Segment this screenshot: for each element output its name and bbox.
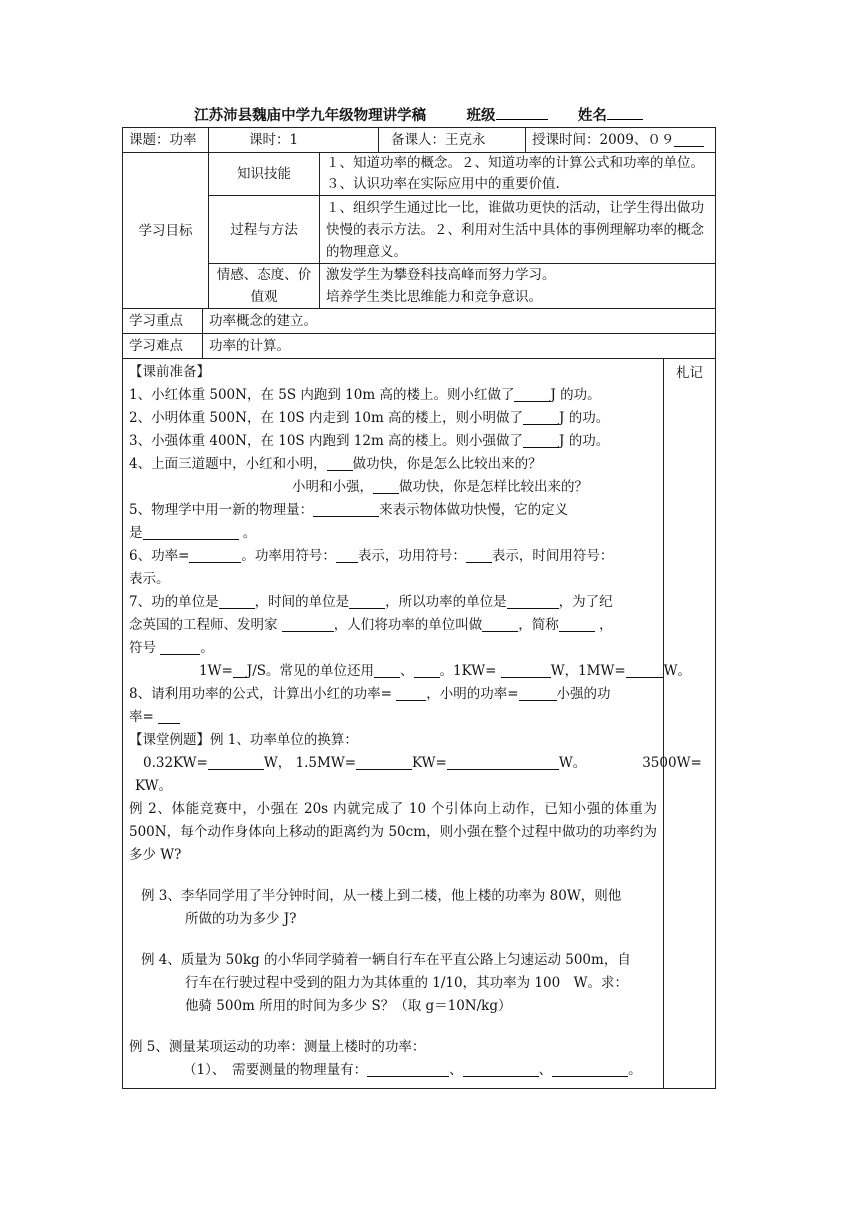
attitude-line-2: 培养学生类比思维能力和竞争意识。 xyxy=(326,289,542,305)
class-label: 班级 xyxy=(466,108,496,124)
notes-column: 札记 xyxy=(664,359,716,1089)
example-1-title: 【课堂例题】例 1、功率单位的换算： xyxy=(129,732,358,748)
prep-q7-line3: 符号 。 xyxy=(129,640,214,656)
info-row xyxy=(123,128,716,153)
knowledge-label: 知识技能 xyxy=(209,153,320,196)
topic-cell: 课题：功率 xyxy=(123,128,209,153)
prep-q8-line2: 率= xyxy=(129,706,657,729)
example-3-line1: 例 3、李华同学用了半分钟时间，从一楼上到二楼，他上楼的功率为 80W，则他 xyxy=(141,888,622,904)
prep-q2: 2、小明体重 500N，在 10S 内走到 10m 高的楼上，则小明做了 J 的功。 xyxy=(129,410,610,426)
prep-q3: 3、小强体重 400N，在 10S 内跑到 12m 高的楼上。则小强做了 J 的功。 xyxy=(129,433,610,449)
example-4-line2: 行车在行驶过程中受到的阻力为其体重的 1/10，其功率为 100 W。求： xyxy=(185,975,629,991)
main-content-row xyxy=(123,359,716,1089)
example-5-item-1: （1）、 需要测量的物理量有： 、 、 。 xyxy=(183,1062,642,1078)
objective-process-row xyxy=(123,196,716,264)
prep-q7-line1: 7、功的单位是 ，时间的单位是 ，所以功率的单位是 ，为了纪 xyxy=(129,594,613,610)
preparer-cell: 备课人：王克永 xyxy=(379,128,526,153)
key-point-row xyxy=(123,309,716,334)
knowledge-text: １、知道功率的概念。２、知道功率的计算公式和功率的单位。３、认识功率在实际应用中的重要价值. xyxy=(320,153,716,196)
difficulty-text: 功率的计算。 xyxy=(203,334,716,359)
objective-attitude-row xyxy=(123,264,716,309)
worksheet-title xyxy=(122,104,715,126)
example-3-line2: 所做的功为多少 J? xyxy=(185,911,297,927)
key-point-text: 功率概念的建立。 xyxy=(203,309,716,334)
prep-q8-line1: 8、请利用功率的公式，计算出小红的功率= ，小明的功率= 小强的功 xyxy=(129,686,611,702)
prep-q7-line4: 1W= J/S。常见的单位还用 、 。1KW= W，1MW= W。 xyxy=(199,663,692,679)
name-label: 姓名 xyxy=(577,108,607,124)
attitude-line-1: 激发学生为攀登科技高峰而努力学习。 xyxy=(326,267,556,283)
class-blank xyxy=(496,104,548,120)
time-text: 授课时间：2009、０９ xyxy=(532,132,675,148)
process-text: １、组织学生通过比一比，谁做功更快的活动，让学生得出做功快慢的表示方法。２、利用对生活中具体的事例理解功率的概念的物理意义。 xyxy=(320,196,716,264)
process-label: 过程与方法 xyxy=(209,196,320,264)
example-4-line3: 他骑 500m 所用的时间为多少 S？（取 g＝10N/kg） xyxy=(185,998,512,1014)
attitude-label: 情感、态度、价值观 xyxy=(209,264,320,309)
prep-q4-line2: 小明和小强， 做功快，你是怎样比较出来的？ xyxy=(292,479,588,495)
prep-q4-line1: 4、上面三道题中，小红和小明， 做功快，你是怎么比较出来的？ xyxy=(129,456,542,472)
name-blank xyxy=(607,104,643,120)
example-4-line1: 例 4、质量为 50kg 的小华同学骑着一辆自行车在平直公路上匀速运动 500m，自 xyxy=(141,952,631,968)
prep-q1: 1、小红体重 500N，在 5S 内跑到 10m 高的楼上。则小红做了 J 的功。 xyxy=(129,387,601,403)
prep-q6-line2: 表示。 xyxy=(129,571,170,587)
prep-heading: 【课前准备】 xyxy=(129,364,210,380)
objectives-label: 学习目标 xyxy=(123,153,209,309)
key-point-label: 学习重点 xyxy=(123,309,203,334)
difficulty-row xyxy=(123,334,716,359)
prep-q7-line2: 念英国的工程师、发明家 ，人们将功率的单位叫做 ，简称 ， xyxy=(129,617,613,633)
example-1-conversions: 0.32KW= W， 1.5MW= KW= W。 3500W= xyxy=(143,755,702,771)
example-2: 例 2、体能竞赛中，小强在 20s 内就完成了 10 个引体向上动作，已知小强的体重为 500N，每个动作身体向上移动的距离约为 50cm，则小强在整个过程中做功的功率约为多少 W? xyxy=(129,801,657,863)
objective-knowledge-row xyxy=(123,153,716,196)
attitude-text xyxy=(320,264,716,309)
time-blank xyxy=(674,130,704,147)
school-title: 江苏沛县魏庙中学九年级物理讲学稿 xyxy=(194,108,427,124)
prep-q6-line1: 6、功率= 。功率用符号： 表示，功用符号： 表示，时间用符号： xyxy=(129,548,614,564)
prep-q5-line2: 是 。 xyxy=(129,525,257,541)
hours-cell: 课时：1 xyxy=(209,128,379,153)
difficulty-label: 学习难点 xyxy=(123,334,203,359)
example-1-conversions-end: KW。 xyxy=(135,778,172,794)
time-cell xyxy=(526,128,716,153)
example-5-title: 例 5、测量某项运动的功率：测量上楼时的功率： xyxy=(129,1039,426,1055)
prep-q5-line1: 5、物理学中用一新的物理量： 来表示物体做功快慢，它的定义 xyxy=(129,502,569,518)
lesson-plan-table xyxy=(122,127,716,1089)
